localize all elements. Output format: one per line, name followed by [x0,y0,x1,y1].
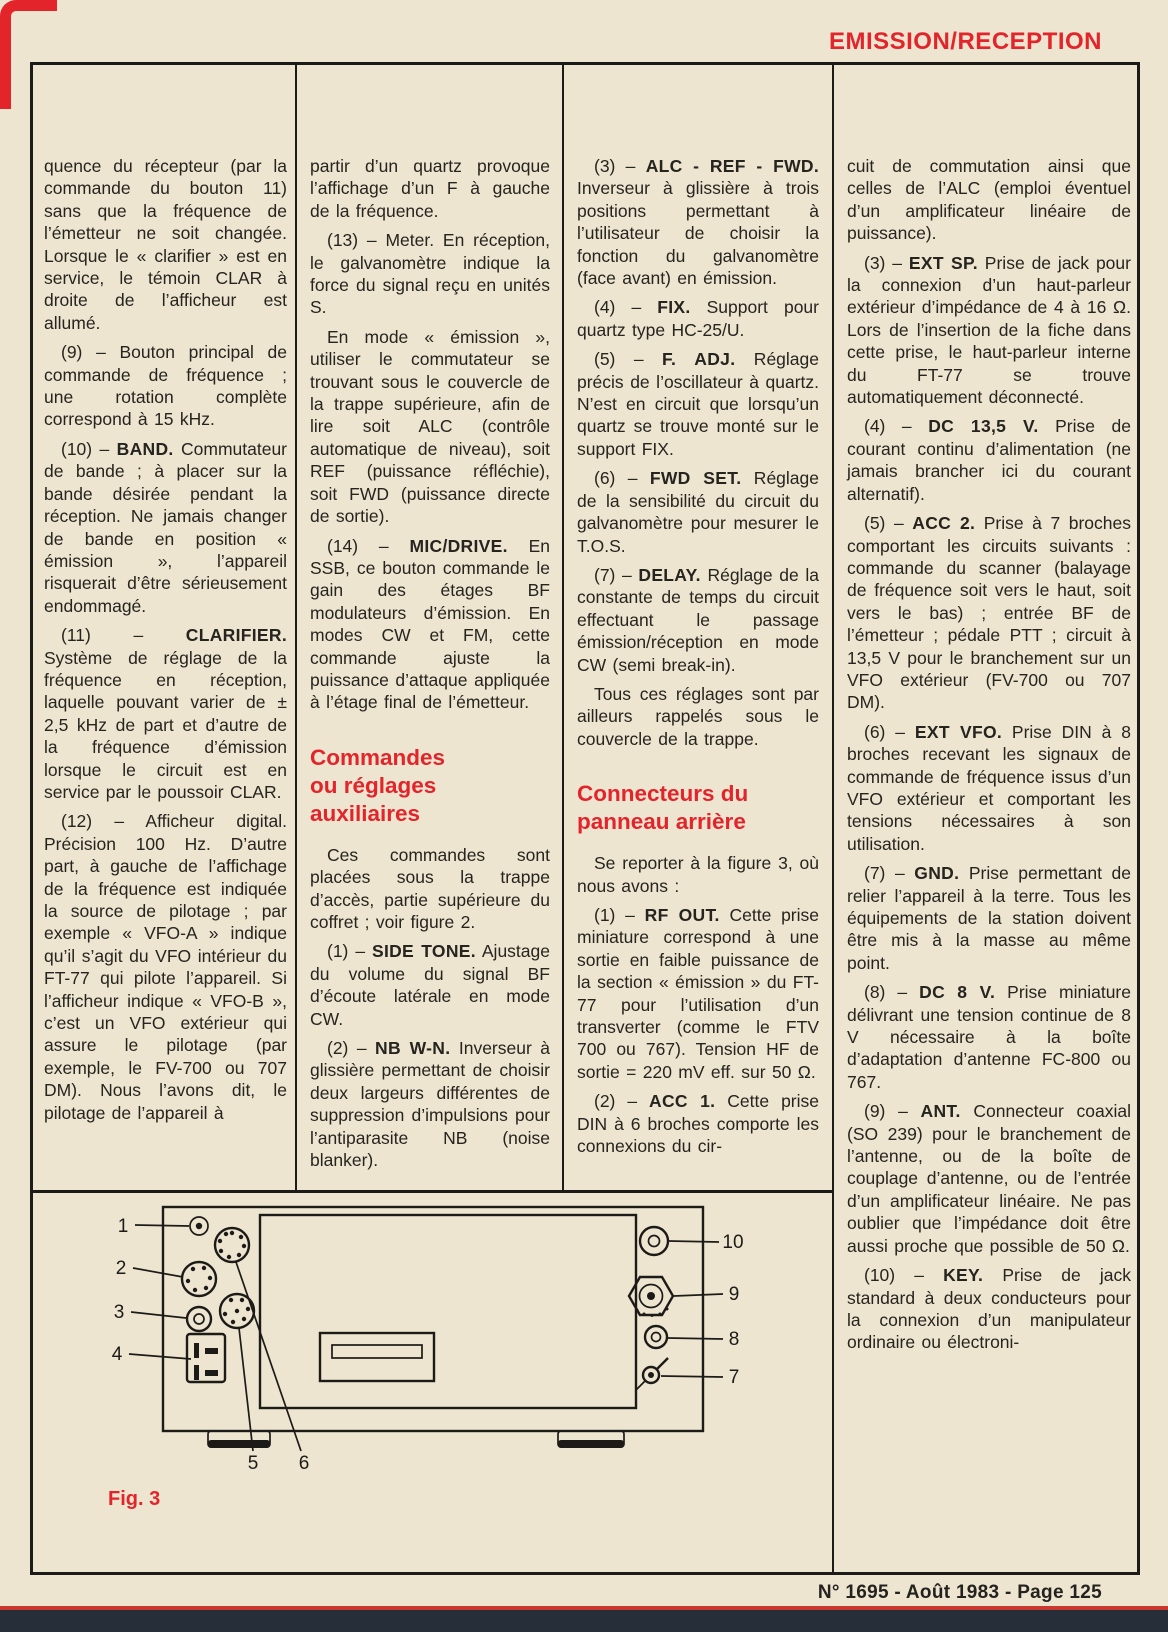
paragraph: (6) – EXT VFO. Prise DIN à 8 broches recevant les signaux de commande de fréquence issus d’un VFO extérieur et comportant les tensions nécessaires à son utilisation. [847,721,1131,854]
paragraph: quence du récepteur (par la commande du bouton 11) sans que la fréquence de l’émetteur ne soit changée. Lorsque le « clarifier » est en service, le témoin CLAR à droite de l’afficheur est allumé. [44,156,287,333]
paragraph: (14) – MIC/DRIVE. En SSB, ce bouton commande le gain des étages BF modulateurs d’émission. En modes CW et FM, cette commande ajuste la puissance d’attaque appliquée à l’étage final de l’émetteur. [310,535,550,713]
paragraph: (13) – Meter. En réception, le galvanomètre indique la force du signal reçu en unités S. [310,230,550,318]
paragraph: (10) – KEY. Prise de jack standard à deux conducteurs pour la connexion d’un manipulateur ordinaire ou électroni- [847,1265,1132,1353]
column-4 [847,155,1131,1354]
paragraph: (12) – Afficheur digital. Précision 100 Hz. D’autre part, à gauche de l’affichage de la fréquence est indiquée la source de pilotage ; par exemple « VFO-A » indique qu’il s’agit du VFO intérieur du FT-77 qui pilote l’appareil. Si l’afficheur indique « VFO-B », c’est un VFO extérieur qui assure le pilotage (par exemple, le FV-700 ou 707 DM). Nous l’avons dit, le pilotage de l’appareil à [44,811,287,1123]
callout-2: 2 [115,1258,127,1279]
paragraph: (5) – F. ADJ. Réglage précis de l’oscillateur à quartz. N’est en circuit que lorsqu’un quartz se trouve monté sur le support FIX. [577,349,819,459]
section-heading: Commandes ou réglages auxiliaires [310,744,446,826]
page-footer: N° 1695 - Août 1983 - Page 125 [817,1582,1102,1603]
callout-6: 6 [298,1453,310,1474]
callout-3: 3 [113,1302,125,1323]
paragraph: (3) – EXT SP. Prise de jack pour la connexion d’un haut-parleur extérieur d’impédance de 4 à 16 Ω. Lors de l’insertion de la fiche dans cette prise, le haut-parleur interne du FT-77 se trouve automatiquement déconnecté. [847,252,1131,408]
callout-10: 10 [722,1232,744,1253]
paragraph: (2) – ACC 1. Cette prise DIN à 6 broches comporte les connexions du cir- [577,1091,820,1157]
figure-label: Fig. 3 [108,1488,161,1510]
section-heading: Connecteurs du panneau arrière [577,781,749,835]
figure-3 [33,1193,832,1572]
page-bottom-edge [0,1610,1168,1632]
dc-power-socket [187,1334,225,1382]
rear-panel-diagram [33,1193,832,1572]
column-divider-1 [295,65,297,1190]
column-3 [577,155,819,1157]
paragraph: (6) – FWD SET. Réglage de la sensibilité du circuit du galvanomètre pour mesurer le T.O.S. [577,468,819,556]
panel-cover-outline [260,1215,636,1408]
paragraph: (11) – CLARIFIER. Système de réglage de la fréquence en réception, laquelle pouvant varier de ± 2,5 kHz de part et d’autre de la fréquence d’émission lorsque le circuit est en service par le poussoir CLAR. [44,625,287,802]
paragraph: (1) – SIDE TONE. Ajustage du volume du signal BF d’écoute latérale en mode CW. [310,941,550,1029]
paragraph: (3) – ALC - REF - FWD. Inverseur à glissière à trois positions permettant à l’utilisateur de choisir la fonction du galvanomètre (face avant) en émission. [577,156,819,289]
round-connector-8 [645,1326,667,1348]
paragraph: (10) – BAND. Commutateur de bande ; à placer sur la bande désirée pendant la réception. Ne jamais changer de bande en position « émission », l’appareil risquerait d’être sérieusement endommagé. [44,438,288,616]
paragraph: Se reporter à la figure 3, où nous avons : [577,853,819,896]
paragraph: partir d’un quartz provoque l’affichage d’un F à gauche de la fréquence. [310,156,550,221]
rf-out-jack [190,1217,208,1235]
paragraph: cuit de commutation ainsi que celles de l’ALC (emploi éventuel d’un amplificateur linéaire de puissance). [847,156,1131,244]
paragraph: (5) – ACC 2. Prise à 7 broches comportant les circuits suivants : commande du scanner (balayage de fréquence soit vers le haut, soit vers le bas) ; entrée BF de l’émetteur ; pédale PTT ; circuit à 13,5 V pour le branchement sur un VFO extérieur (FV-700 ou 707 DM). [847,513,1131,713]
page-header: EMISSION/RECEPTION [828,28,1102,55]
panel-foot-right [558,1431,624,1448]
column-divider-3 [832,65,834,1572]
din-socket-acc1 [182,1262,216,1296]
din-socket-ext-vfo [215,1228,249,1262]
column-2 [310,155,550,1171]
callout-1: 1 [117,1216,129,1237]
paragraph: (9) – Bouton principal de commande de fréquence ; une rotation complète correspond à 15 kHz. [44,342,287,430]
column-divider-2 [562,65,564,1190]
paragraph: Tous ces réglages sont par ailleurs rappelés sous le couvercle de la trappe. [577,683,819,749]
column-1 [44,155,287,1124]
callout-8: 8 [728,1329,740,1350]
callout-7: 7 [728,1367,740,1388]
paragraph: (9) – ANT. Connecteur coaxial (SO 239) pour le branchement de l’antenne, ou de la boîte de couplage d’antenne, ou de l’entrée d’un amplificateur linéaire. Ne pas oublier que l’impédance doit être aussi proche que possible de 50 Ω. [847,1101,1131,1256]
paragraph: En mode « émission », utiliser le commutateur se trouvant sous le couvercle de la trappe supérieure, afin de lire soit ALC (contrôle automatique de niveau), soit REF (puissance réfléchie), soit FWD (puissance directe de sortie). [310,326,550,527]
callout-leader-lines [129,1225,723,1451]
callout-5: 5 [247,1453,259,1474]
paragraph: (4) – FIX. Support pour quartz type HC-25/U. [577,297,819,340]
round-connector-10 [640,1227,668,1255]
paragraph: (7) – GND. Prise permettant de relier l’appareil à la terre. Tous les équipements de la station doivent être mis à la masse au même point. [847,863,1131,973]
callout-9: 9 [728,1284,740,1305]
paragraph: (7) – DELAY. Réglage de la constante de temps du circuit effectuant le passage émission/réception en mode CW (semi break-in). [577,564,819,675]
callout-4: 4 [111,1344,123,1365]
paragraph: Ces commandes sont placées sous la trappe d’accès, partie supérieure du coffret ; voir figure 2. [310,844,550,932]
paragraph: (1) – RF OUT. Cette prise miniature correspond à une sortie en faible puissance de la section « émission » du FT-77 pour l’utilisation d’un transverter (comme le FTV 700 ou 767). Tension HF de sortie = 220 mV eff. sur 50 Ω. [577,904,820,1082]
fuse-slot [320,1333,434,1381]
article-frame [30,62,1140,1575]
key-jack [636,1358,668,1390]
paragraph: (4) – DC 13,5 V. Prise de courant continu d’alimentation (ne jamais brancher ici du courant alternatif). [847,416,1131,504]
paragraph: (2) – NB W-N. Inverseur à glissière permettant de choisir deux largeurs différentes de suppression d’impulsions pour l’antiparasite NB (noise blanker). [310,1038,550,1171]
panel-foot-left [208,1431,270,1448]
paragraph: (8) – DC 8 V. Prise miniature délivrant une tension continue de 8 V nécessaire à la boîte d’adaptation d’antenne FC-800 ou 767. [847,982,1131,1092]
phono-jack [187,1307,211,1331]
